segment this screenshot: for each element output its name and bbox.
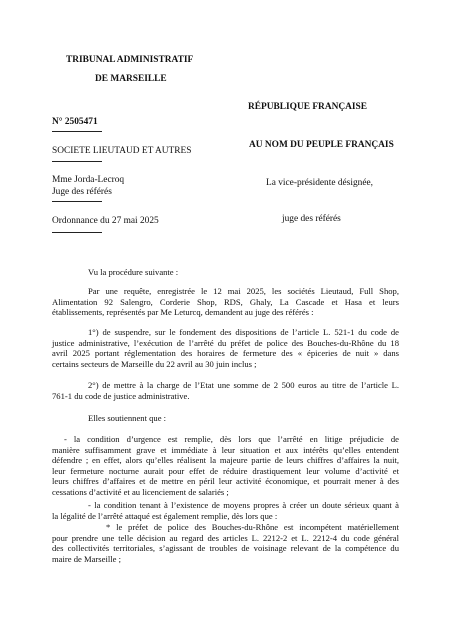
text-line: 761-1 du code de justice administrative.: [52, 390, 190, 401]
paragraph-request: [52, 286, 399, 318]
text-line: leur fermeture nocturne aurait pour effet de réduire drastiquement leur volume d’activité et: [52, 465, 399, 476]
text-line: cessations d’activité et au licenciement de salariés ;: [52, 486, 229, 497]
text-line: pour prendre une telle décision au regard des articles L. 2212-2 et L. 2212-4 du code général: [52, 532, 399, 543]
court-name-line1: TRIBUNAL ADMINISTRATIF: [66, 55, 194, 65]
procedure-heading: Vu la procédure suivante :: [88, 267, 179, 277]
text-line: avril 2025 portant réglementation des horaires de fermeture des « épiceries de nuit » dans: [52, 348, 399, 359]
paragraph-demand-1: [52, 327, 399, 369]
text-line: 1°) de suspendre, sur le fondement des dispositions de l’article L. 521-1 du code de: [88, 327, 399, 337]
text-line: certains secteurs de Marseille du 22 avril au 30 juin inclus ;: [52, 358, 257, 369]
text-line: - la condition d’urgence est remplie, dès lors que l’arrêté en litige préjudicie de: [64, 434, 399, 444]
judge-role: Juge des référés: [52, 187, 112, 197]
text-line: Alimentation 92 Salengro, Corderie Shop, RDS, Ghaly, La Cascade et Hasa et leurs: [52, 296, 399, 307]
text-line: la légalité de l’arrêté attaqué est également remplie, dès lors que :: [52, 510, 278, 521]
judge-title: juge des référés: [282, 214, 341, 224]
case-number: N° 2505471: [52, 117, 98, 127]
text-line: défendre ; en effet, alors qu’elles réalisent la majeure partie de leurs chiffres d’affaires la nuit,: [52, 455, 399, 466]
paragraph-urgency: [52, 434, 399, 498]
court-name-line2: DE MARSEILLE: [95, 74, 167, 84]
separator-line: [52, 161, 102, 162]
text-line: des collectivités territoriales, s’agissant de troubles de voisinage relevant de la compétence du: [52, 543, 399, 554]
paragraph-demand-2: [52, 380, 399, 401]
vice-president-title: La vice-présidente désignée,: [266, 178, 373, 188]
text-line: - la condition tenant à l’existence de moyens propres à créer un doute sérieux quant à: [88, 500, 399, 510]
republic-heading: RÉPUBLIQUE FRANÇAISE: [248, 102, 368, 112]
judge-name: Mme Jorda-Lecroq: [52, 175, 125, 185]
text-line: * le préfet de police des Bouches-du-Rhône est incompétent matériellement: [106, 522, 399, 532]
paragraph-doubt: [52, 500, 399, 521]
paragraph-competence: [52, 522, 399, 564]
text-line: maire de Marseille ;: [52, 553, 121, 564]
text-line: établissements, représentés par Me Leturcq, demandent au juge des référés :: [52, 307, 314, 318]
separator-line: [52, 232, 102, 233]
text-line: manière suffisamment grave et immédiate à leur situation et aux intérêts qu’elles entendent: [52, 444, 399, 455]
text-line: 2°) de mettre à la charge de l’Etat une somme de 2 500 euros au titre de l’article L.: [88, 380, 399, 390]
people-heading: AU NOM DU PEUPLE FRANÇAIS: [249, 140, 394, 150]
text-line: leurs chiffres d’affaires et de mettre en péril leur activité économique, et pourrait mener à des: [52, 476, 399, 487]
order-date: Ordonnance du 27 mai 2025: [52, 216, 159, 226]
parties-name: SOCIETE LIEUTAUD ET AUTRES: [52, 146, 192, 156]
arguments-heading: Elles soutiennent que :: [88, 413, 167, 423]
text-line: Par une requête, enregistrée le 12 mai 2025, les sociétés Lieutaud, Full Shop,: [88, 286, 399, 296]
separator-line: [52, 131, 102, 132]
text-line: justice administrative, l’exécution de l’arrêté du préfet de police des Bouches-du-Rhône du 18: [52, 337, 399, 348]
separator-line: [52, 201, 102, 202]
